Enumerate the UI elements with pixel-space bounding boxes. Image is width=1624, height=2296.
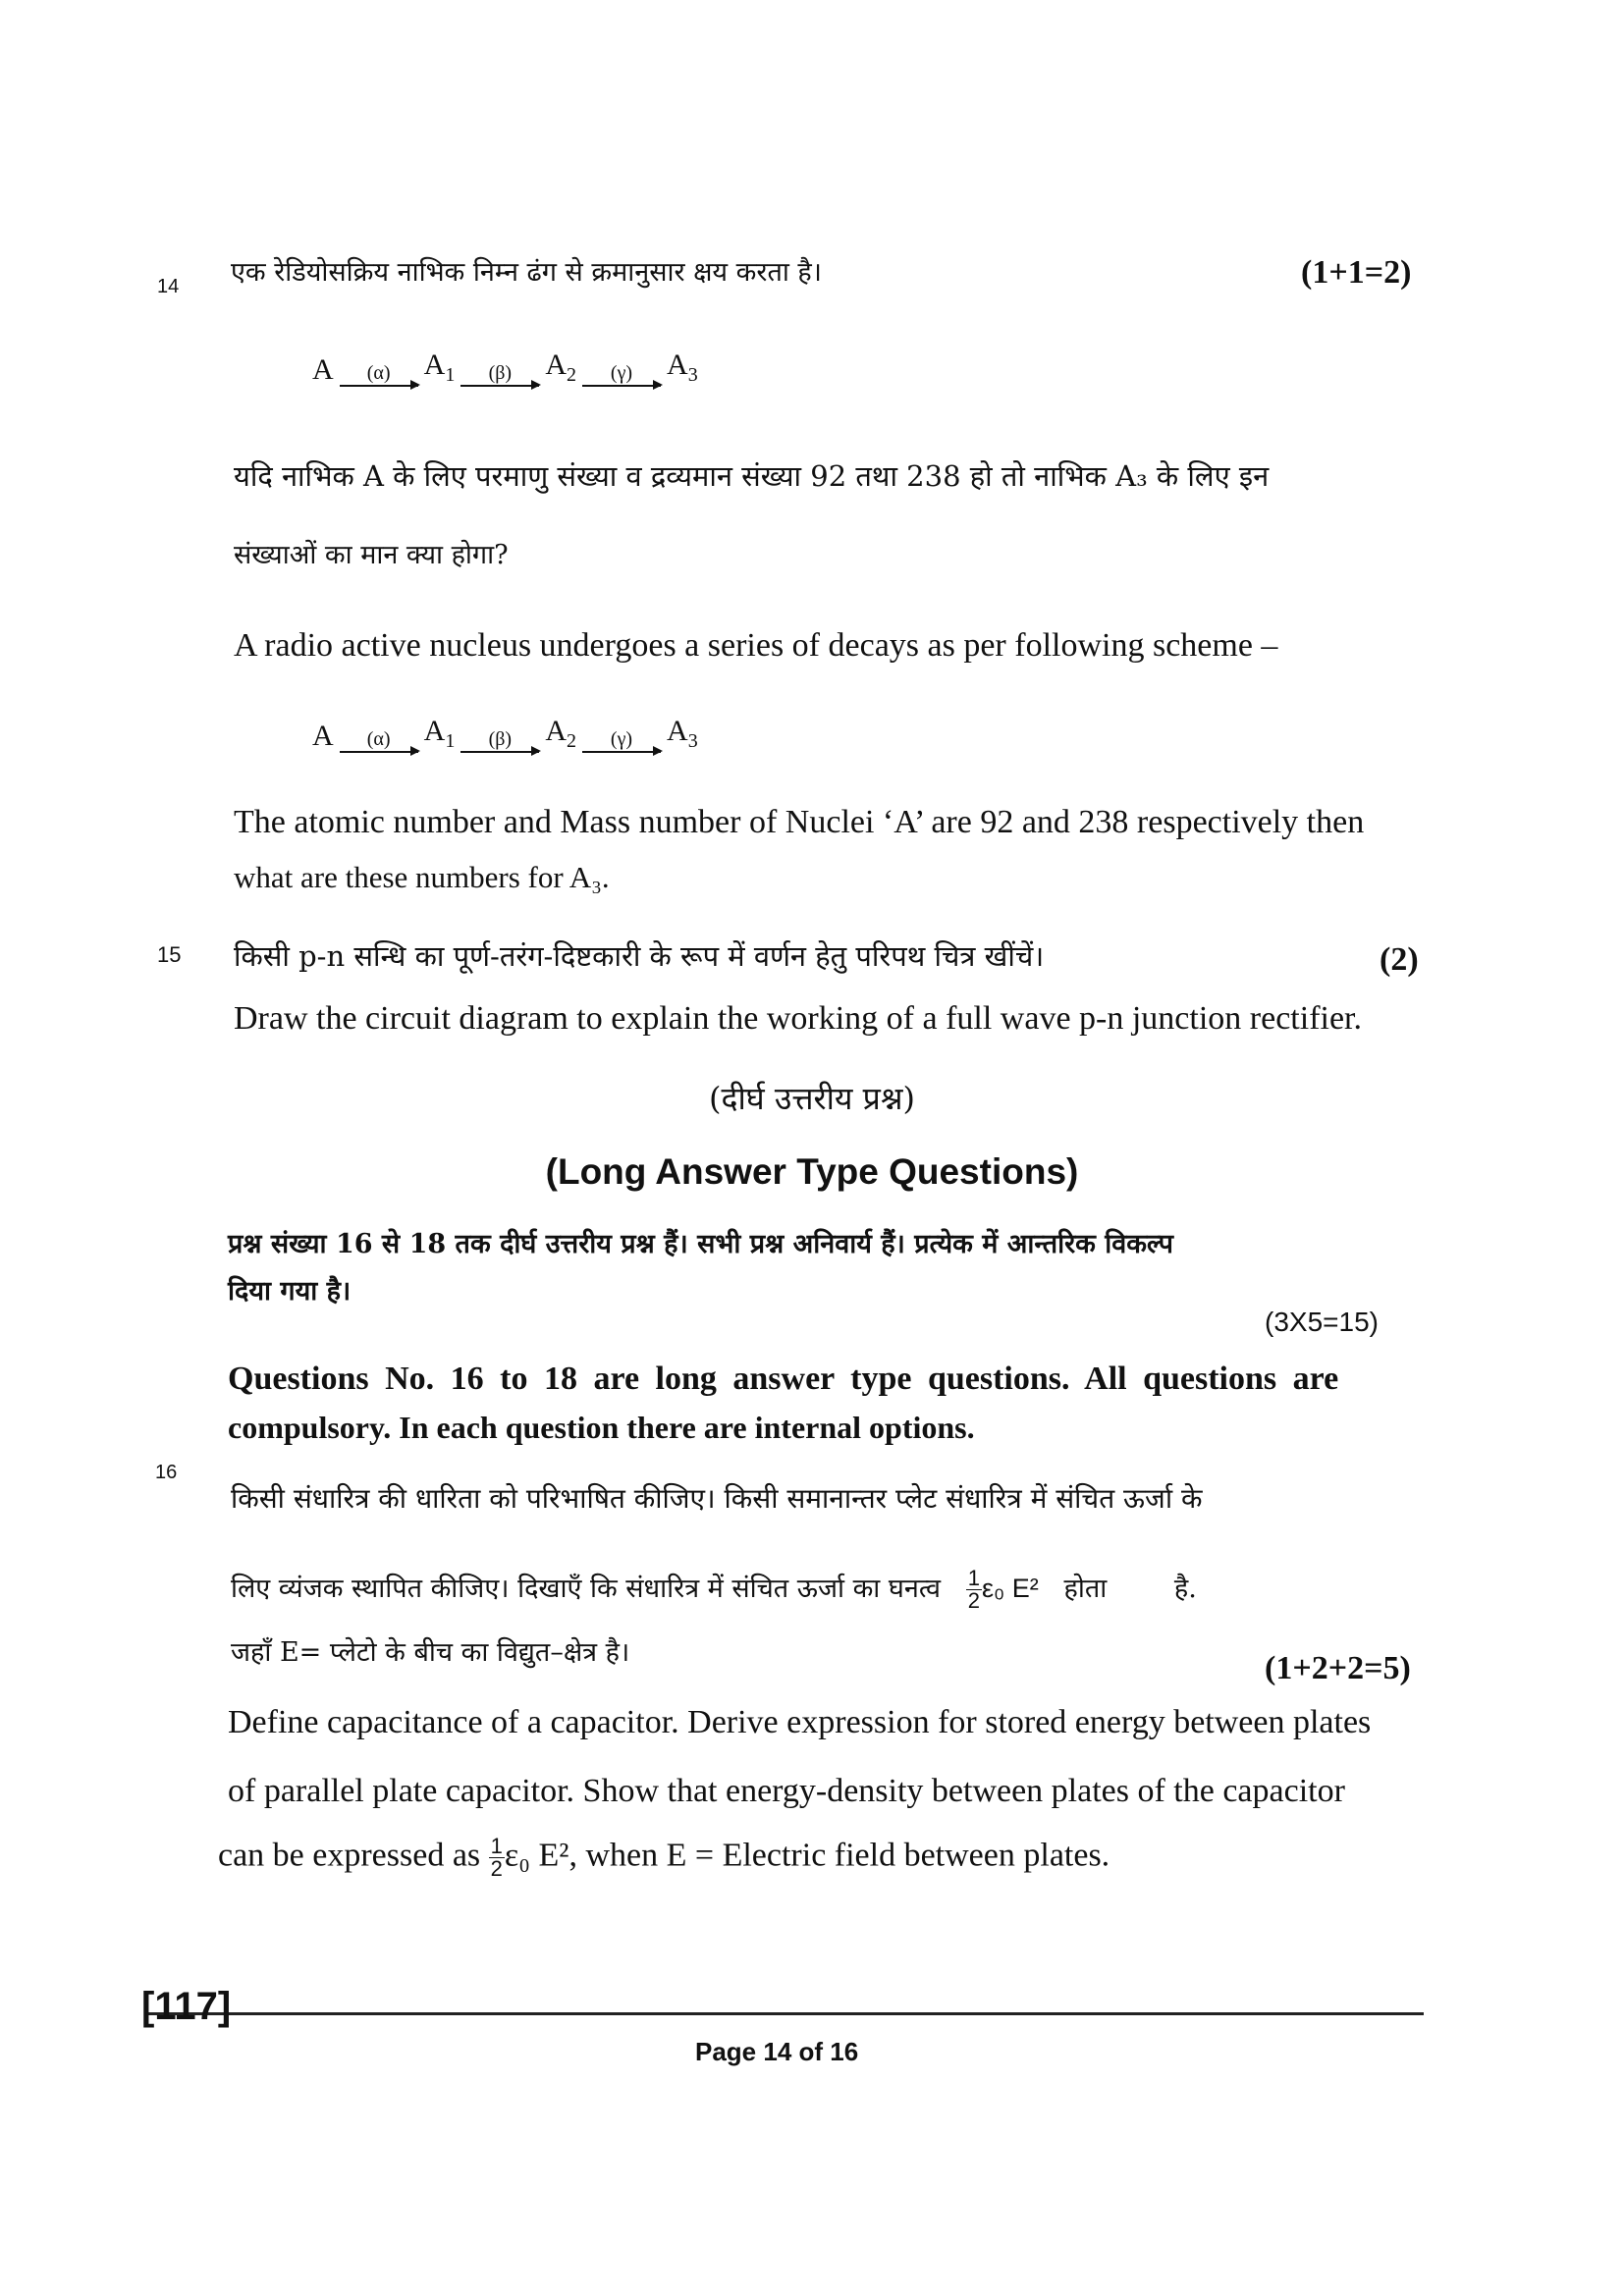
question-number: 16 [155,1462,178,1483]
q15-hindi: किसी p-n सन्धि का पूर्ण-तरंग-दिष्टकारी के रूप में वर्णन हेतु परिपथ चित्र खींचें। [234,939,1045,973]
nucleus-a1: $A_1$ [423,348,456,386]
q14-hindi-line2: यदि नाभिक A के लिए परमाणु संख्या व द्रव्यमान संख्या 92 तथा 238 हो तो नाभिक A₃ के लिए इन [234,459,1270,493]
formula-fraction: $\frac{1}{2}$ [490,1834,503,1881]
section-hindi-instr2: दिया गया है। [228,1276,352,1307]
q16-english-line3-end: , when E = Electric field between plates. [568,1837,1110,1874]
nucleus-a3: $A_3$ [667,348,698,386]
question-number: 14 [157,276,180,297]
section-hindi-instr1: प्रश्न संख्या 16 से 18 तक दीर्घ उत्तरीय प्रश्न हैं। सभी प्रश्न अनिवार्य हैं। प्रत्येक में आन्तरिक विकल्प [228,1229,1173,1259]
q14-marks: (1+1=2) [1301,254,1412,291]
formula-fraction: $\frac{1}{2}$ [967,1566,980,1613]
page-number: Page 14 of 16 [695,2037,859,2066]
q16-english-line3 [218,1836,1110,1880]
q16-hindi-line1: किसी संधारित्र की धारिता को परिभाषित कीजिए। किसी समानान्तर प्लेट संधारित्र में संचित ऊर्जा के [231,1482,1203,1515]
section-marks: (3X5=15) [1265,1307,1379,1337]
decay-scheme-hindi [312,348,698,387]
q14-english-line3: what are these numbers for A₃. [234,860,610,894]
q16-marks: (1+2+2=5) [1265,1650,1411,1686]
alpha-arrow: (α) [340,362,418,387]
formula-rest: ε₀ E² [982,1574,1039,1603]
gamma-arrow: (γ) [582,728,661,753]
q16-hindi-line2 [231,1568,1197,1612]
beta-arrow: (β) [460,362,539,387]
q14-english-line1: A radio active nucleus undergoes a series of decays as per following scheme – [234,627,1278,664]
q16-hindi-line2-end: होता है. [1063,1574,1197,1604]
q14-hindi-line3: संख्याओं का मान क्या होगा? [234,540,509,570]
paper-code: [117] [141,1985,232,2028]
formula-rest: ε₀ E² [504,1837,569,1874]
section-english-title: (Long Answer Type Questions) [545,1151,1079,1192]
nucleus-a: A [312,353,334,386]
nucleus-a3: $A_3$ [667,715,698,752]
q15-english: Draw the circuit diagram to explain the working of a full wave p-n junction rectifier. [234,1000,1362,1037]
beta-arrow: (β) [460,728,539,753]
q16-english-line3-start: can be expressed as [218,1837,481,1874]
section-hindi-title: (दीर्घ उत्तरीय प्रश्न) [709,1080,915,1117]
nucleus-a2: $A_2$ [545,715,577,752]
q16-hindi-line2-text: लिए व्यंजक स्थापित कीजिए। दिखाएँ कि संधारित्र में संचित ऊर्जा का घनत्व [231,1574,941,1604]
q16-hindi-line3: जहाँ E= प्लेटो के बीच का विद्युत–क्षेत्र है। [231,1637,630,1668]
alpha-arrow: (α) [340,728,418,753]
q15-marks: (2) [1380,941,1419,978]
gamma-arrow: (γ) [582,362,661,387]
q14-hindi-line1: एक रेडियोसक्रिय नाभिक निम्न ढंग से क्रमानुसार क्षय करता है। [231,257,822,288]
q14-english-line2: The atomic number and Mass number of Nuclei ‘A’ are 92 and 238 respectively then [234,804,1365,840]
nucleus-a: A [312,720,334,752]
q16-english-line1: Define capacitance of a capacitor. Derive expression for stored energy between plates [228,1704,1372,1740]
nucleus-a2: $A_2$ [545,348,577,386]
decay-scheme-english [312,715,698,753]
footer-divider [147,2012,1424,2015]
nucleus-a1: $A_1$ [423,715,456,752]
q16-english-line2: of parallel plate capacitor. Show that energy-density between plates of the capacitor [228,1773,1345,1809]
section-english-instr2: compulsory. In each question there are internal options. [228,1410,975,1445]
question-number: 15 [157,942,182,967]
section-english-instr1: Questions No. 16 to 18 are long answer type questions. All questions are [228,1361,1339,1397]
